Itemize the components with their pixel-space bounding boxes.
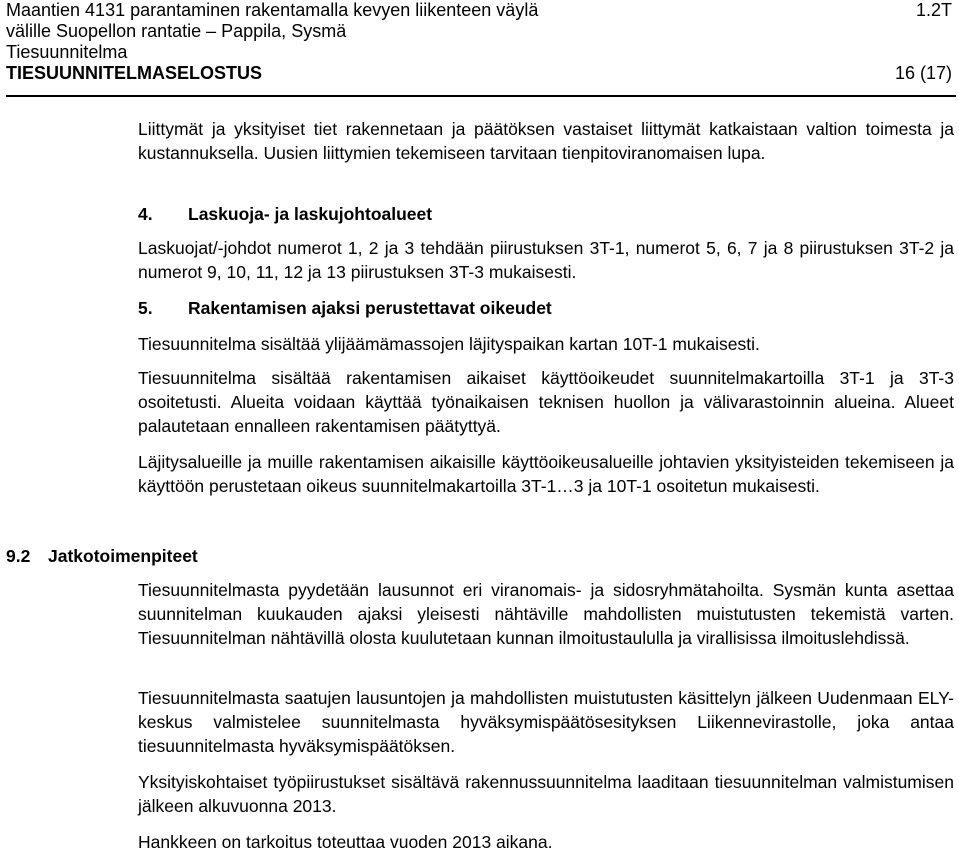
page-number: 16 (17) [894, 63, 952, 83]
section-4-heading [138, 202, 432, 226]
header-divider [6, 95, 956, 97]
section-4-paragraph: Laskuojat/-johdot numerot 1, 2 ja 3 tehdään piirustuksen 3T-1, numerot 5, 6, 7 ja 8 piirustuksen 3T-2 ja numerot 9, 10, 11, 12 ja 13 piirustuksen 3T-3 mukaisesti. [138, 238, 954, 282]
header-row-4 [6, 63, 952, 84]
intro-paragraph: Liittymät ja yksityiset tiet rakennetaan ja päätöksen vastaiset liittymät katkaistaan valtion toimesta ja kustannuksella. Uusien liittymien tekemiseen tarvitaan tienpitoviranomaisen lupa. [138, 119, 954, 163]
section-5-number: 5. [138, 298, 153, 318]
page-header [6, 0, 952, 84]
section-5-title: Rakentamisen ajaksi perustettavat oikeudet [188, 298, 552, 318]
section-5-paragraph-1: Tiesuunnitelma sisältää ylijäämämassojen läjityspaikan kartan 10T-1 mukaisesti. [138, 334, 760, 354]
section-5-paragraph-2: Tiesuunnitelma sisältää rakentamisen aikaiset käyttöoikeudet suunnitelmakartoilla 3T-1 ja 3T-3 osoitetusti. Alueita voidaan käyttää työnaikaisen teknisen huollon ja välivarastoinnin alueina. Alueet palautetaan ennalleen rakentamisen päätyttyä. [138, 368, 954, 436]
plan-type: Tiesuunnitelma [6, 42, 128, 62]
section-4-title: Laskuoja- ja laskujohtoalueet [188, 204, 433, 224]
section-9-2-paragraph-3: Yksityiskohtaiset työpiirustukset sisältävä rakennussuunnitelma laaditaan tiesuunnitelman valmistumisen jälkeen alkuvuonna 2013. [138, 772, 954, 816]
section-9-2-paragraph-2: Tiesuunnitelmasta saatujen lausuntojen ja mahdollisten muistutusten käsittelyn jälkeen Uudenmaan ELY-keskus valmistelee suunnitelmasta hyväksymispäätösesityksen Liikennevirastolle, joka antaa tiesuunnitelmasta hyväksymispäätöksen. [138, 688, 954, 756]
document-type: TIESUUNNITELMASELOSTUS [6, 63, 263, 83]
section-4-number: 4. [138, 204, 153, 224]
document-code: 1.2T [915, 0, 952, 20]
header-row-3 [6, 42, 952, 63]
project-subtitle: välille Suopellon rantatie – Pappila, Sysmä [6, 21, 347, 41]
section-9-2-heading [6, 544, 198, 568]
section-5-paragraph-3: Läjitysalueille ja muille rakentamisen aikaisille käyttöoikeusalueille johtavien yksityisteiden tekemiseen ja käyttöön perustetaan oikeus suunnitelmakartoilla 3T-1…3 ja 10T-1 osoitetun mukaisesti. [138, 452, 954, 496]
section-9-2-paragraph-4: Hankkeen on tarkoitus toteuttaa vuoden 2013 aikana. [138, 832, 553, 852]
section-9-2-number: 9.2 [6, 546, 31, 566]
header-row-2 [6, 21, 952, 42]
section-9-2-title: Jatkotoimenpiteet [48, 546, 198, 566]
section-9-2-paragraph-1: Tiesuunnitelmasta pyydetään lausunnot eri viranomais- ja sidosryhmätahoilta. Sysmän kunta asettaa suunnitelman kuukauden ajaksi yleisesti nähtäville mahdollisten muistutusten tekemistä varten. Tiesuunnitelman nähtävillä olosta kuulutetaan kunnan ilmoitustaululla ja virallisissa ilmoituslehdissä. [138, 580, 954, 648]
project-title: Maantien 4131 parantaminen rakentamalla kevyen liikenteen väylä [6, 0, 539, 20]
header-row-1 [6, 0, 952, 21]
section-5-heading [138, 296, 552, 320]
